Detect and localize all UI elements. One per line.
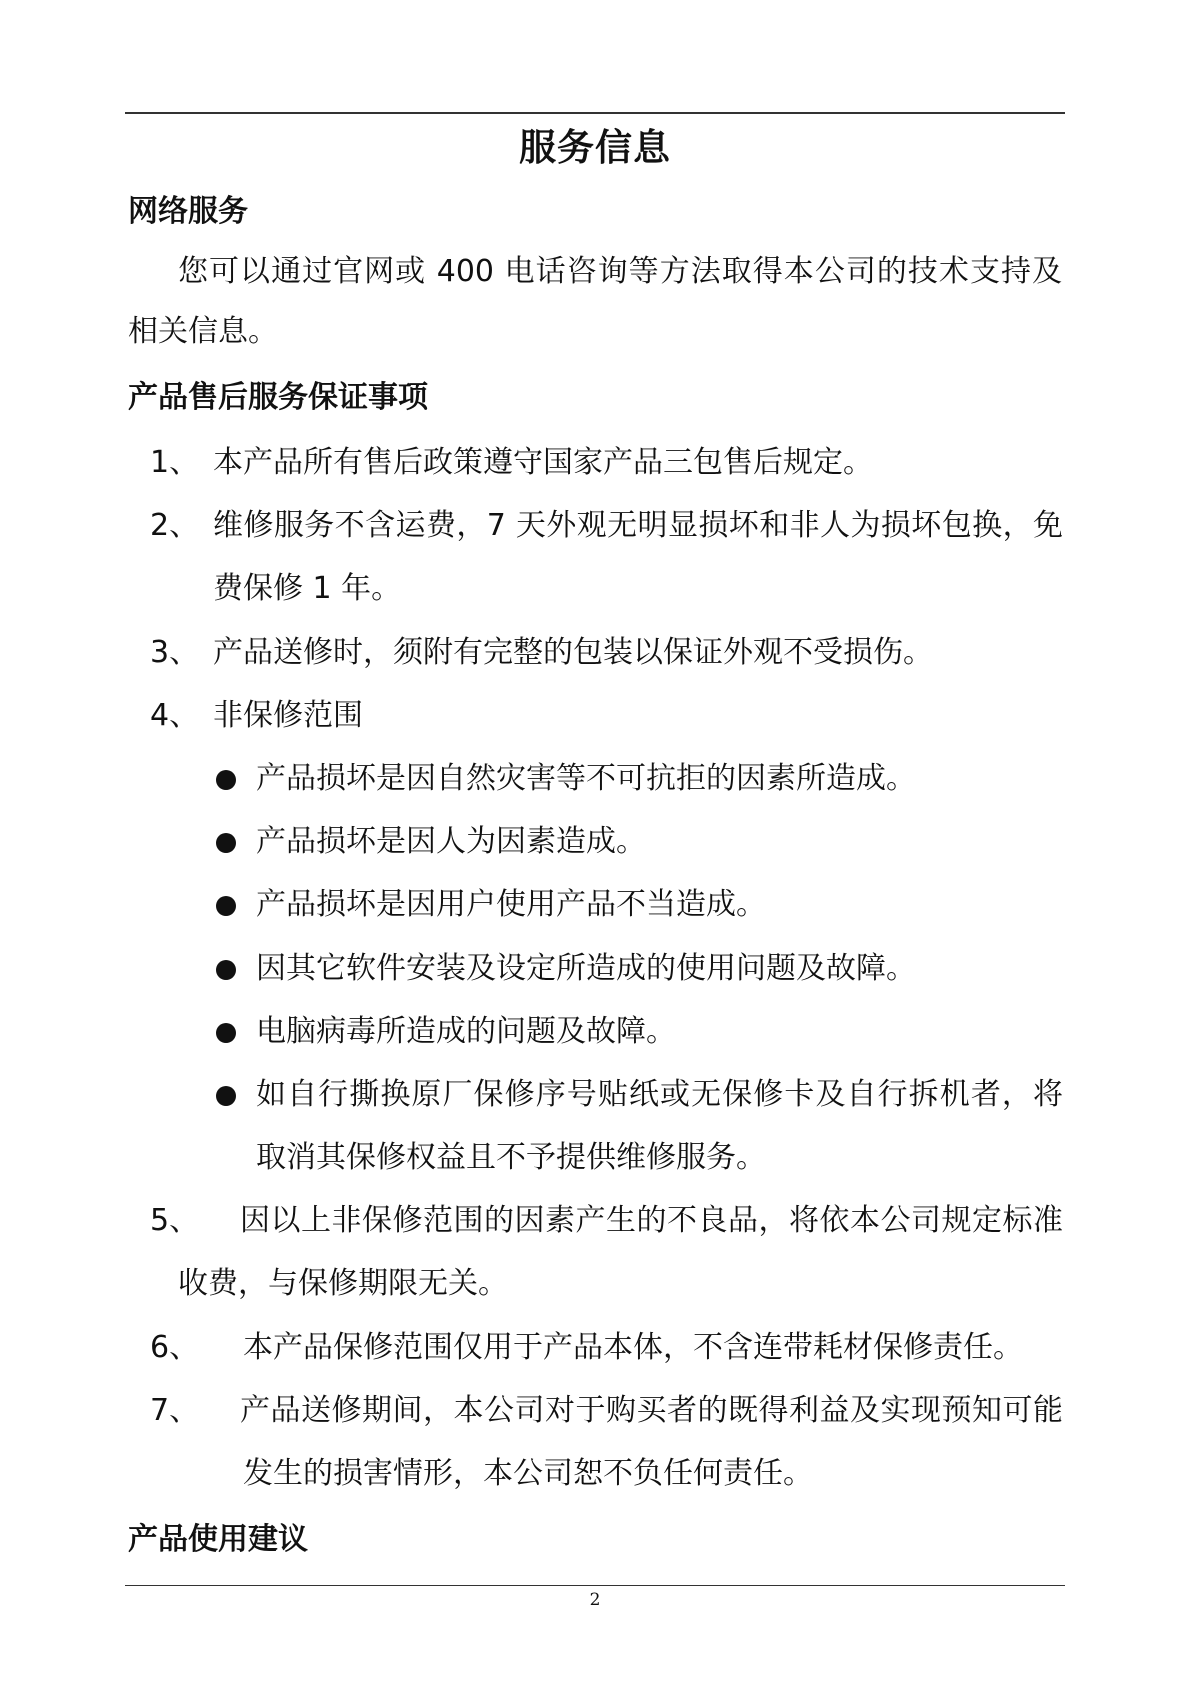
list-item-text: 产品送修期间，本公司对于购买者的既得利益及实现预知可能: [240, 1393, 1063, 1428]
list-number: 6、: [150, 1330, 200, 1365]
bullet-item-text: 产品损坏是因用户使用产品不当造成。: [256, 887, 766, 922]
header-rule: [125, 112, 1065, 114]
bullet-dot-icon: [216, 1086, 236, 1106]
page-number: 2: [589, 1590, 601, 1610]
bullet-dot-icon: [216, 770, 236, 790]
bullet-item-text: 因其它软件安装及设定所造成的使用问题及故障。: [256, 951, 916, 986]
list-item-text-continued: 费保修 1 年。: [213, 571, 402, 606]
network-paragraph-line2: 相关信息。: [128, 314, 278, 349]
list-item-text: 本产品保修范围仅用于产品本体，不含连带耗材保修责任。: [243, 1330, 1023, 1365]
list-item-text: 因以上非保修范围的因素产生的不良品，将依本公司规定标准: [240, 1203, 1063, 1238]
bullet-item-text: 如自行撕换原厂保修序号贴纸或无保修卡及自行拆机者，将: [256, 1077, 1063, 1112]
footer-rule: [125, 1585, 1065, 1586]
section-heading-network: 网络服务: [128, 194, 248, 229]
bullet-dot-icon: [216, 896, 236, 916]
bullet-item-text: 电脑病毒所造成的问题及故障。: [256, 1014, 676, 1049]
bullet-dot-icon: [216, 833, 236, 853]
page-title: 服务信息: [519, 126, 671, 169]
list-item-text: 本产品所有售后政策遵守国家产品三包售后规定。: [213, 445, 873, 480]
list-number: 5、: [150, 1203, 200, 1238]
list-number: 3、: [150, 635, 200, 670]
list-item-text: 非保修范围: [213, 698, 363, 733]
list-number: 4、: [150, 698, 200, 733]
bullet-item-text: 产品损坏是因人为因素造成。: [256, 824, 646, 859]
bullet-dot-icon: [216, 960, 236, 980]
list-number: 7、: [150, 1393, 200, 1428]
section-heading-usage: 产品使用建议: [128, 1522, 308, 1557]
bullet-dot-icon: [216, 1023, 236, 1043]
network-paragraph-line1: 您可以通过官网或 400 电话咨询等方法取得本公司的技术支持及: [178, 254, 1062, 289]
section-heading-warranty: 产品售后服务保证事项: [128, 380, 428, 415]
list-item-text-continued: 发生的损害情形，本公司恕不负任何责任。: [243, 1456, 813, 1491]
list-item-text: 产品送修时，须附有完整的包装以保证外观不受损伤。: [213, 635, 933, 670]
list-number: 2、: [150, 508, 200, 543]
bullet-item-text-continued: 取消其保修权益且不予提供维修服务。: [256, 1140, 766, 1175]
list-item-text-continued: 收费，与保修期限无关。: [178, 1266, 508, 1301]
list-item-text: 维修服务不含运费，7 天外观无明显损坏和非人为损坏包换，免: [213, 508, 1063, 543]
bullet-item-text: 产品损坏是因自然灾害等不可抗拒的因素所造成。: [256, 761, 916, 796]
list-number: 1、: [150, 445, 200, 480]
